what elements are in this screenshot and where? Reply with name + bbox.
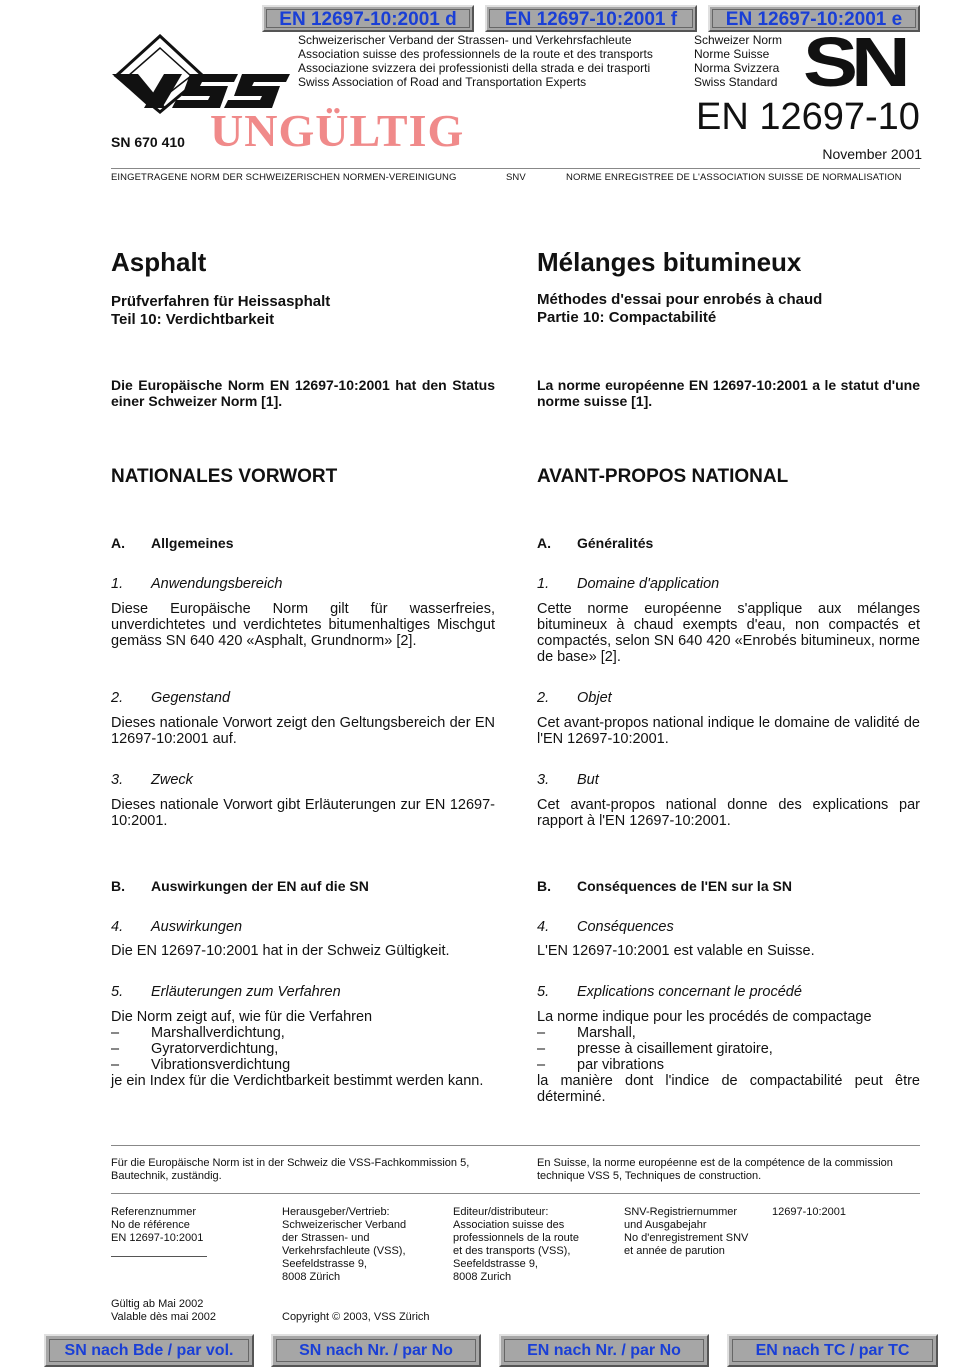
nav-en-by-tc-label: EN nach TC / par TC (732, 1339, 933, 1362)
footer-fr: En Suisse, la norme européenne est de la compétence de la commission technique VSS 5, Techniques de construction. (537, 1157, 893, 1182)
norm-line-de: Schweizer Norm (694, 33, 783, 47)
subtitle-fr-2: Partie 10: Compactabilité (537, 309, 717, 326)
nav-en-d-button[interactable] (262, 5, 474, 32)
norm-line-en: Swiss Standard (694, 75, 778, 89)
validity: Gültig ab Mai 2002 Valable dès mai 2002 (111, 1298, 216, 1323)
nav-sn-by-volume-button[interactable] (44, 1334, 254, 1367)
heading-4-de: 4. Auswirkungen (111, 919, 243, 935)
title-de: Asphalt (111, 247, 207, 277)
heading-3-fr: 3. But (537, 772, 599, 788)
section-b-de: B. Auswirkungen der EN auf die SN (111, 878, 369, 894)
status-de: Die Europäische Norm EN 12697-10:2001 hat den Status einer Schweizer Norm [1]. (111, 377, 495, 409)
invalid-stamp: UNGÜLTIG (210, 105, 465, 156)
status-fr: La norme européenne EN 12697-10:2001 a le statut d'une norme suisse [1]. (537, 377, 920, 409)
paragraph-2-de: Dieses nationale Vorwort zeigt den Geltungsbereich der EN 12697-10:2001 auf. (111, 715, 495, 747)
list-item: – Vibrationsverdichtung (111, 1057, 291, 1073)
norm-line-it: Norma Svizzera (694, 61, 780, 75)
foreword-title-fr: AVANT-PROPOS NATIONAL (537, 466, 789, 487)
nav-sn-by-number-button[interactable] (271, 1334, 481, 1367)
vss-logo (110, 34, 295, 114)
subtitle-de-1: Prüfverfahren für Heissasphalt (111, 293, 331, 310)
list-item: – Gyratorverdichtung, (111, 1041, 279, 1057)
nav-en-e-label: EN 12697-10:2001 e (712, 9, 916, 28)
foreword-title-de: NATIONALES VORWORT (111, 466, 338, 487)
footer-de: Für die Europäische Norm ist in der Schweiz die VSS-Fachkommission 5, Bautechnik, zuständig. (111, 1157, 470, 1182)
nav-en-f-label: EN 12697-10:2001 f (489, 9, 693, 28)
header-divider (111, 168, 920, 169)
registration-de: EINGETRAGENE NORM DER SCHWEIZERISCHEN NORMEN-VEREINIGUNG (111, 172, 457, 183)
nav-en-by-number-label: EN nach Nr. / par No (504, 1339, 704, 1362)
nav-sn-by-number-label: SN nach Nr. / par No (276, 1339, 476, 1362)
heading-5-fr: 5. Explications concernant le procédé (537, 984, 802, 1000)
subtitle-fr-1: Méthodes d'essai pour enrobés à chaud (537, 291, 823, 308)
nav-en-by-tc-button[interactable] (727, 1334, 938, 1367)
section-a-de: A. Allgemeines (111, 535, 234, 551)
paragraph-2-fr: Cet avant-propos national indique le domaine de validité de l'EN 12697-10:2001. (537, 715, 920, 747)
norm-names (694, 33, 782, 89)
paragraph-3-de: Dieses nationale Vorwort gibt Erläuterungen zur EN 12697-10:2001. (111, 797, 495, 829)
org-names (298, 33, 653, 89)
heading-5-de: 5. Erläuterungen zum Verfahren (111, 984, 341, 1000)
sn-number: SN 670 410 (111, 134, 185, 150)
list-item: – Marshallverdichtung, (111, 1025, 285, 1041)
list-item: – Marshall, (537, 1025, 636, 1041)
registration-snv: SNV (506, 172, 526, 183)
reference-underline (111, 1256, 207, 1257)
nav-en-f-button[interactable] (485, 5, 697, 32)
paragraph-1-de: Diese Europäische Norm gilt für wasserfreies, unverdichtetes und verdichtetes bitumenhaltiges Mischgut gemäss SN 640 420 «Asphalt, Grundnorm» [2]. (111, 601, 495, 649)
heading-3-de: 3. Zweck (111, 772, 193, 788)
list-item: – par vibrations (537, 1057, 665, 1073)
section-b-fr: B. Conséquences de l'EN sur la SN (537, 878, 792, 894)
sn-logo: SN (803, 23, 904, 101)
org-line-it: Associazione svizzera dei professionisti della strada e dei trasporti (298, 61, 651, 75)
paragraph-5-de: Die Norm zeigt auf, wie für die Verfahren – Marshallverdichtung, – Gyratorverdichtung, – Vibrationsverdichtung je ein Index für die Verdichtbarkeit bestimmt werden kann. (111, 1009, 495, 1089)
nav-en-by-number-button[interactable] (499, 1334, 709, 1367)
paragraph-3-fr: Cet avant-propos national donne des explications par rapport à l'EN 12697-10:2001. (537, 797, 920, 829)
reference-number: Referenznummer No de référence EN 12697-10:2001 (111, 1206, 204, 1244)
heading-4-fr: 4. Conséquences (537, 919, 674, 935)
list-item: – presse à cisaillement giratoire, (537, 1041, 773, 1057)
subtitle-de-2: Teil 10: Verdichtbarkeit (111, 311, 275, 328)
nav-en-d-label: EN 12697-10:2001 d (266, 9, 470, 28)
publisher-de: Herausgeber/Vertrieb: Schweizerischer Verband der Strassen- und Verkehrsfachleute (VSS), Seefeldstrasse 9, 8008 Zürich (282, 1206, 407, 1283)
snv-registration-value: 12697-10:2001 (772, 1206, 847, 1218)
heading-1-de: 1. Anwendungsbereich (111, 576, 283, 592)
footer-divider-bottom (111, 1193, 920, 1194)
publication-date: November 2001 (822, 146, 922, 162)
snv-registration: SNV-Registriernummer und Ausgabejahr No d'enregistrement SNV et année de parution (624, 1206, 749, 1257)
title-fr: Mélanges bitumineux (537, 247, 802, 277)
paragraph-4-de: Die EN 12697-10:2001 hat in der Schweiz Gültigkeit. (111, 943, 450, 959)
registration-fr: NORME ENREGISTREE DE L'ASSOCIATION SUISSE DE NORMALISATION (566, 172, 902, 183)
paragraph-4-fr: L'EN 12697-10:2001 est valable en Suisse. (537, 943, 815, 959)
nav-sn-by-volume-label: SN nach Bde / par vol. (49, 1339, 249, 1362)
paragraph-5-fr: La norme indique pour les procédés de compactage – Marshall, – presse à cisaillement giratoire, – par vibrations la manière dont l'indice de compactabilité peut être déterminé. (537, 1009, 920, 1105)
copyright: Copyright © 2003, VSS Zürich (282, 1311, 430, 1323)
org-line-fr: Association suisse des professionnels de la route et des transports (298, 47, 653, 61)
section-a-fr: A. Généralités (537, 535, 654, 551)
heading-2-fr: 2. Objet (537, 690, 612, 706)
norm-line-fr: Norme Suisse (694, 47, 770, 61)
org-line-en: Swiss Association of Road and Transportation Experts (298, 75, 587, 89)
publisher-fr: Editeur/distributeur: Association suisse des professionnels de la route et des transports (VSS), Seefeldstrasse 9, 8008 Zurich (453, 1206, 579, 1283)
en-number: EN 12697-10 (696, 96, 920, 138)
heading-2-de: 2. Gegenstand (111, 690, 231, 706)
org-line-de: Schweizerischer Verband der Strassen- und Verkehrsfachleute (298, 33, 632, 47)
paragraph-1-fr: Cette norme européenne s'applique aux mélanges bitumineux à chaud exempts d'eau, non compactés et compactés, selon SN 640 420 «Enrobés bitumineux, norme de base» [2]. (537, 601, 920, 665)
heading-1-fr: 1. Domaine d'application (537, 576, 720, 592)
footer-divider-top (111, 1145, 920, 1146)
